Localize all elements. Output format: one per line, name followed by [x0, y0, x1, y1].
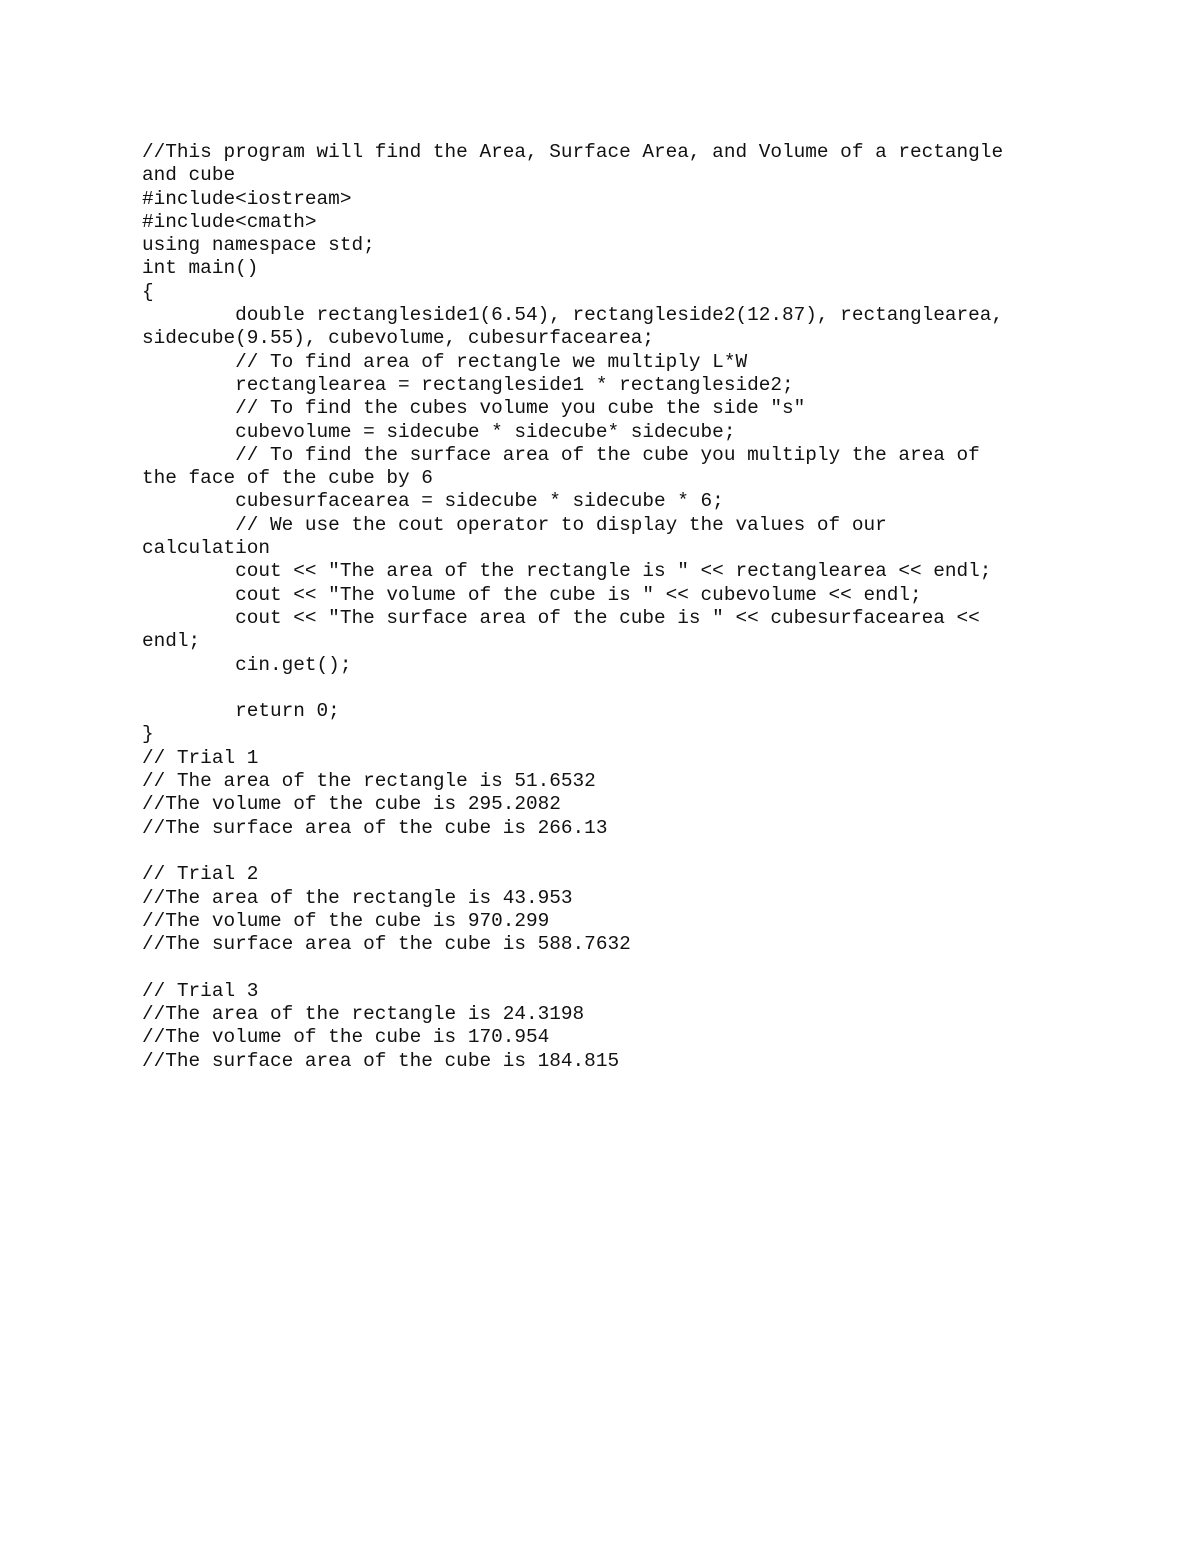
trial-result-line: //The area of the rectangle is 43.953 [142, 886, 573, 909]
code-line: cout << "The area of the rectangle is " << rectanglearea << endl; [142, 560, 992, 583]
code-line: #include<cmath> [142, 210, 317, 233]
code-line-blank [142, 840, 1142, 863]
code-line: //This program will find the Area, Surface Area, and Volume of a rectangle [142, 141, 1004, 163]
code-line: and cube [142, 164, 236, 187]
trial-result-line: //The area of the rectangle is 24.3198 [142, 1002, 585, 1025]
code-line: #include<iostream> [142, 187, 352, 210]
code-line: cin.get(); [142, 653, 352, 676]
code-line: cout << "The volume of the cube is " << cubevolume << endl; [142, 583, 922, 606]
code-line: double rectangleside1(6.54), rectangleside2(12.87), rectanglearea, [142, 304, 1004, 327]
code-line: using namespace std; [142, 234, 375, 257]
code-line: cout << "The surface area of the cube is " << cubesurfacearea << [142, 606, 980, 629]
code-line: return 0; [142, 700, 340, 723]
code-listing [142, 141, 1142, 1073]
trial-result-line: //The surface area of the cube is 588.7632 [142, 933, 631, 956]
trial-result-line: //The surface area of the cube is 266.13 [142, 816, 608, 839]
trial-result-line: //The volume of the cube is 295.2082 [142, 793, 561, 816]
code-line: // We use the cout operator to display the values of our [142, 513, 887, 536]
code-line: rectanglearea = rectangleside1 * rectangleside2; [142, 373, 794, 396]
trial-result-line: // The area of the rectangle is 51.6532 [142, 770, 596, 793]
code-line-blank [142, 956, 1142, 979]
trial-heading: // Trial 2 [142, 863, 259, 886]
code-line: the face of the cube by 6 [142, 467, 433, 490]
code-line: calculation [142, 537, 270, 560]
code-line-blank [142, 677, 1142, 700]
code-line: sidecube(9.55), cubevolume, cubesurfacearea; [142, 327, 654, 350]
code-line: cubevolume = sidecube * sidecube* sidecube; [142, 420, 736, 443]
code-line: // To find the surface area of the cube you multiply the area of [142, 443, 980, 466]
trial-result-line: //The volume of the cube is 970.299 [142, 909, 550, 932]
code-line: cubesurfacearea = sidecube * sidecube * 6; [142, 490, 724, 513]
trial-result-line: //The surface area of the cube is 184.815 [142, 1049, 620, 1072]
trial-heading: // Trial 1 [142, 746, 259, 769]
trial-result-line: //The volume of the cube is 170.954 [142, 1026, 550, 1049]
code-line: } [142, 723, 154, 746]
code-line: { [142, 280, 154, 303]
code-line: int main() [142, 257, 259, 280]
code-line: endl; [142, 630, 201, 653]
trial-heading: // Trial 3 [142, 979, 259, 1002]
code-line: // To find area of rectangle we multiply L*W [142, 350, 748, 373]
code-line: // To find the cubes volume you cube the side "s" [142, 397, 806, 420]
